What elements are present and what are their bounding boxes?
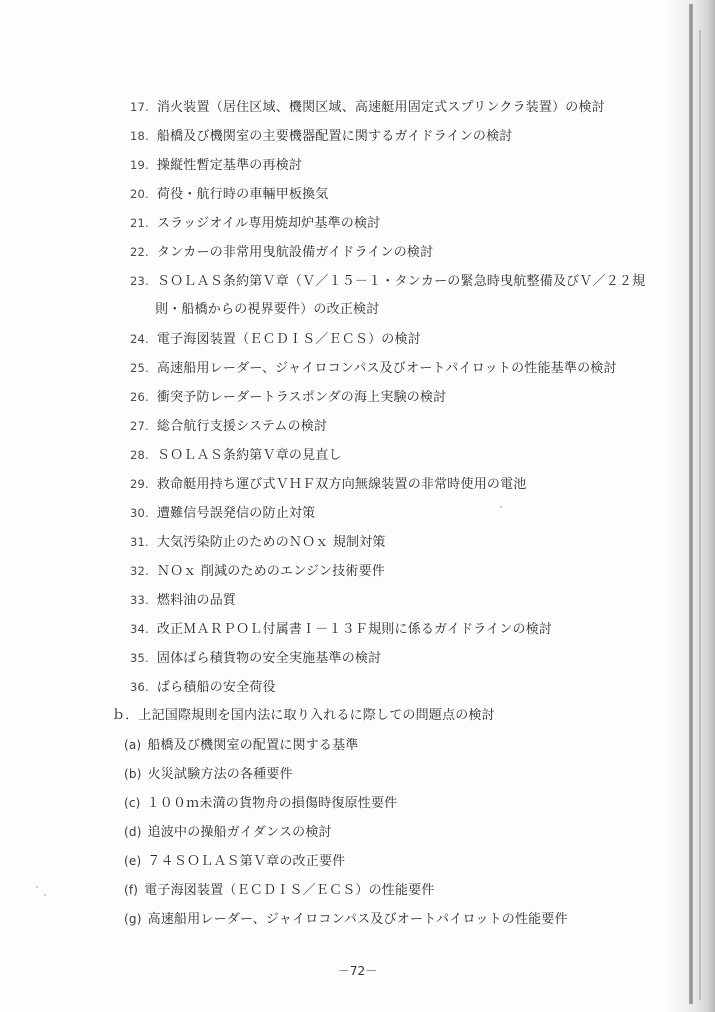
sub-item-text: 高速船用レーダー、ジャイロコンパス及びオートパイロットの性能要件 <box>147 912 568 927</box>
item-text: ＳＯＬＡＳ条約第Ｖ章（Ｖ／１５－１・タンカーの緊急時曳航整備及びＶ／２２規 <box>156 274 646 289</box>
list-item <box>130 389 446 406</box>
item-text: ばら積船の安全荷役 <box>156 680 276 695</box>
item-number: 24. <box>130 332 149 346</box>
item-text: 操縦性暫定基準の再検討 <box>156 158 303 173</box>
binding-fold-line <box>689 4 693 1004</box>
list-item <box>130 215 380 232</box>
item-number: 20. <box>130 187 149 201</box>
list-item <box>130 563 385 580</box>
item-number: 17. <box>130 100 149 114</box>
list-item <box>130 621 552 638</box>
item-text: ＮＯｘ 削減のためのエンジン技術要件 <box>156 564 385 579</box>
item-number: 21. <box>130 216 149 230</box>
sub-item-letter: (c) <box>124 796 141 810</box>
item-text: 遭難信号誤発信の防止対策 <box>156 506 316 521</box>
item-number: 32. <box>130 564 149 578</box>
sub-item-letter: (e) <box>124 854 142 868</box>
item-text: スラッジオイル専用焼却炉基準の検討 <box>156 216 381 231</box>
list-item <box>130 273 645 290</box>
item-number: 31. <box>130 535 149 549</box>
binding-fold-line-secondary <box>699 30 701 1000</box>
item-text: 高速船用レーダー、ジャイロコンパス及びオートパイロットの性能基準の検討 <box>156 361 617 376</box>
item-number: 19. <box>130 158 149 172</box>
sub-item <box>124 737 359 754</box>
list-item <box>130 679 276 696</box>
item-text: ＳＯＬＡＳ条約第Ｖ章の見直し <box>156 448 342 463</box>
section-heading-text: ｂ．上記国際規則を国内法に取り入れるに際しての問題点の検討 <box>112 708 495 723</box>
list-item <box>130 418 327 435</box>
item-text: 固体ばら積貨物の安全実施基準の検討 <box>156 651 382 666</box>
item-number: 26. <box>130 390 149 404</box>
item-number: 36. <box>130 680 149 694</box>
list-item <box>130 244 433 261</box>
scan-speck <box>500 506 502 508</box>
sub-item-text: 追波中の操船ガイダンスの検討 <box>147 825 332 840</box>
item-number: 23. <box>130 274 149 288</box>
item-text: 総合航行支援システムの検討 <box>156 419 328 434</box>
sub-item <box>124 766 293 783</box>
sub-item-letter: (a) <box>124 738 142 752</box>
list-item <box>130 360 617 377</box>
list-item <box>130 534 386 551</box>
item-text: タンカーの非常用曳航設備ガイドラインの検討 <box>156 245 434 260</box>
item-text: 荷役・航行時の車輛甲板換気 <box>156 187 329 202</box>
scan-speck <box>44 894 46 896</box>
item-text: 電子海図装置（ＥＣＤＩＳ／ＥＣＳ）の検討 <box>156 332 421 347</box>
sub-item-text: ７４ＳＯＬＡＳ第Ｖ章の改正要件 <box>147 854 346 869</box>
item-text: 則・船橋からの視界要件）の改正検討 <box>155 302 380 317</box>
list-item <box>130 186 329 203</box>
item-number: 35. <box>130 651 149 665</box>
item-number: 34. <box>130 622 149 636</box>
item-number: 28. <box>130 448 149 462</box>
item-number: 25. <box>130 361 149 375</box>
sub-item-text: 火災試験方法の各種要件 <box>147 767 293 782</box>
list-item-continuation <box>155 302 379 318</box>
scan-speck <box>36 886 38 888</box>
list-item <box>130 476 527 493</box>
list-item <box>130 650 381 667</box>
list-item <box>130 128 513 145</box>
sub-item-letter: (g) <box>124 912 142 926</box>
list-item <box>130 157 302 174</box>
sub-item <box>124 795 397 812</box>
sub-item-letter: (d) <box>124 825 142 839</box>
list-item <box>130 331 421 348</box>
item-number: 27. <box>130 419 149 433</box>
sub-item-text: 船橋及び機関室の配置に関する基準 <box>147 738 359 753</box>
list-item <box>130 592 236 609</box>
item-text: 衝突予防レーダートラスポンダの海上実験の検討 <box>156 390 447 405</box>
sub-item <box>124 911 568 928</box>
sub-item-text: １００ｍ未満の貨物舟の損傷時復原性要件 <box>146 796 398 811</box>
sub-item-letter: (f) <box>124 883 139 897</box>
item-number: 18. <box>130 129 149 143</box>
item-number: 29. <box>130 477 149 491</box>
item-text: 大気汚染防止のためのＮＯｘ 規制対策 <box>156 535 386 550</box>
section-b-heading <box>112 708 495 724</box>
item-text: 改正ＭＡＲＰＯＬ付属書Ｉ－１３Ｆ規則に係るガイドラインの検討 <box>156 622 553 637</box>
list-item <box>130 447 342 464</box>
list-item <box>130 99 605 116</box>
item-number: 33. <box>130 593 149 607</box>
item-text: 船橋及び機関室の主要機器配置に関するガイドラインの検討 <box>156 129 513 144</box>
page-number: －72－ <box>337 964 378 978</box>
item-text: 救命艇用持ち運び式ＶＨＦ双方向無線装置の非常時使用の電池 <box>156 477 527 492</box>
sub-item <box>124 882 435 899</box>
list-item <box>130 505 315 522</box>
item-text: 燃料油の品質 <box>156 593 237 608</box>
sub-item-letter: (b) <box>124 767 142 781</box>
item-text: 消火装置（居住区域、機関区域、高速艇用固定式スプリンクラ装置）の検討 <box>156 100 605 115</box>
sub-item <box>124 853 345 870</box>
item-number: 22. <box>130 245 149 259</box>
sub-item <box>124 824 332 841</box>
item-number: 30. <box>130 506 149 520</box>
sub-item-text: 電子海図装置（ＥＣＤＩＳ／ＥＣＳ）の性能要件 <box>144 883 435 898</box>
